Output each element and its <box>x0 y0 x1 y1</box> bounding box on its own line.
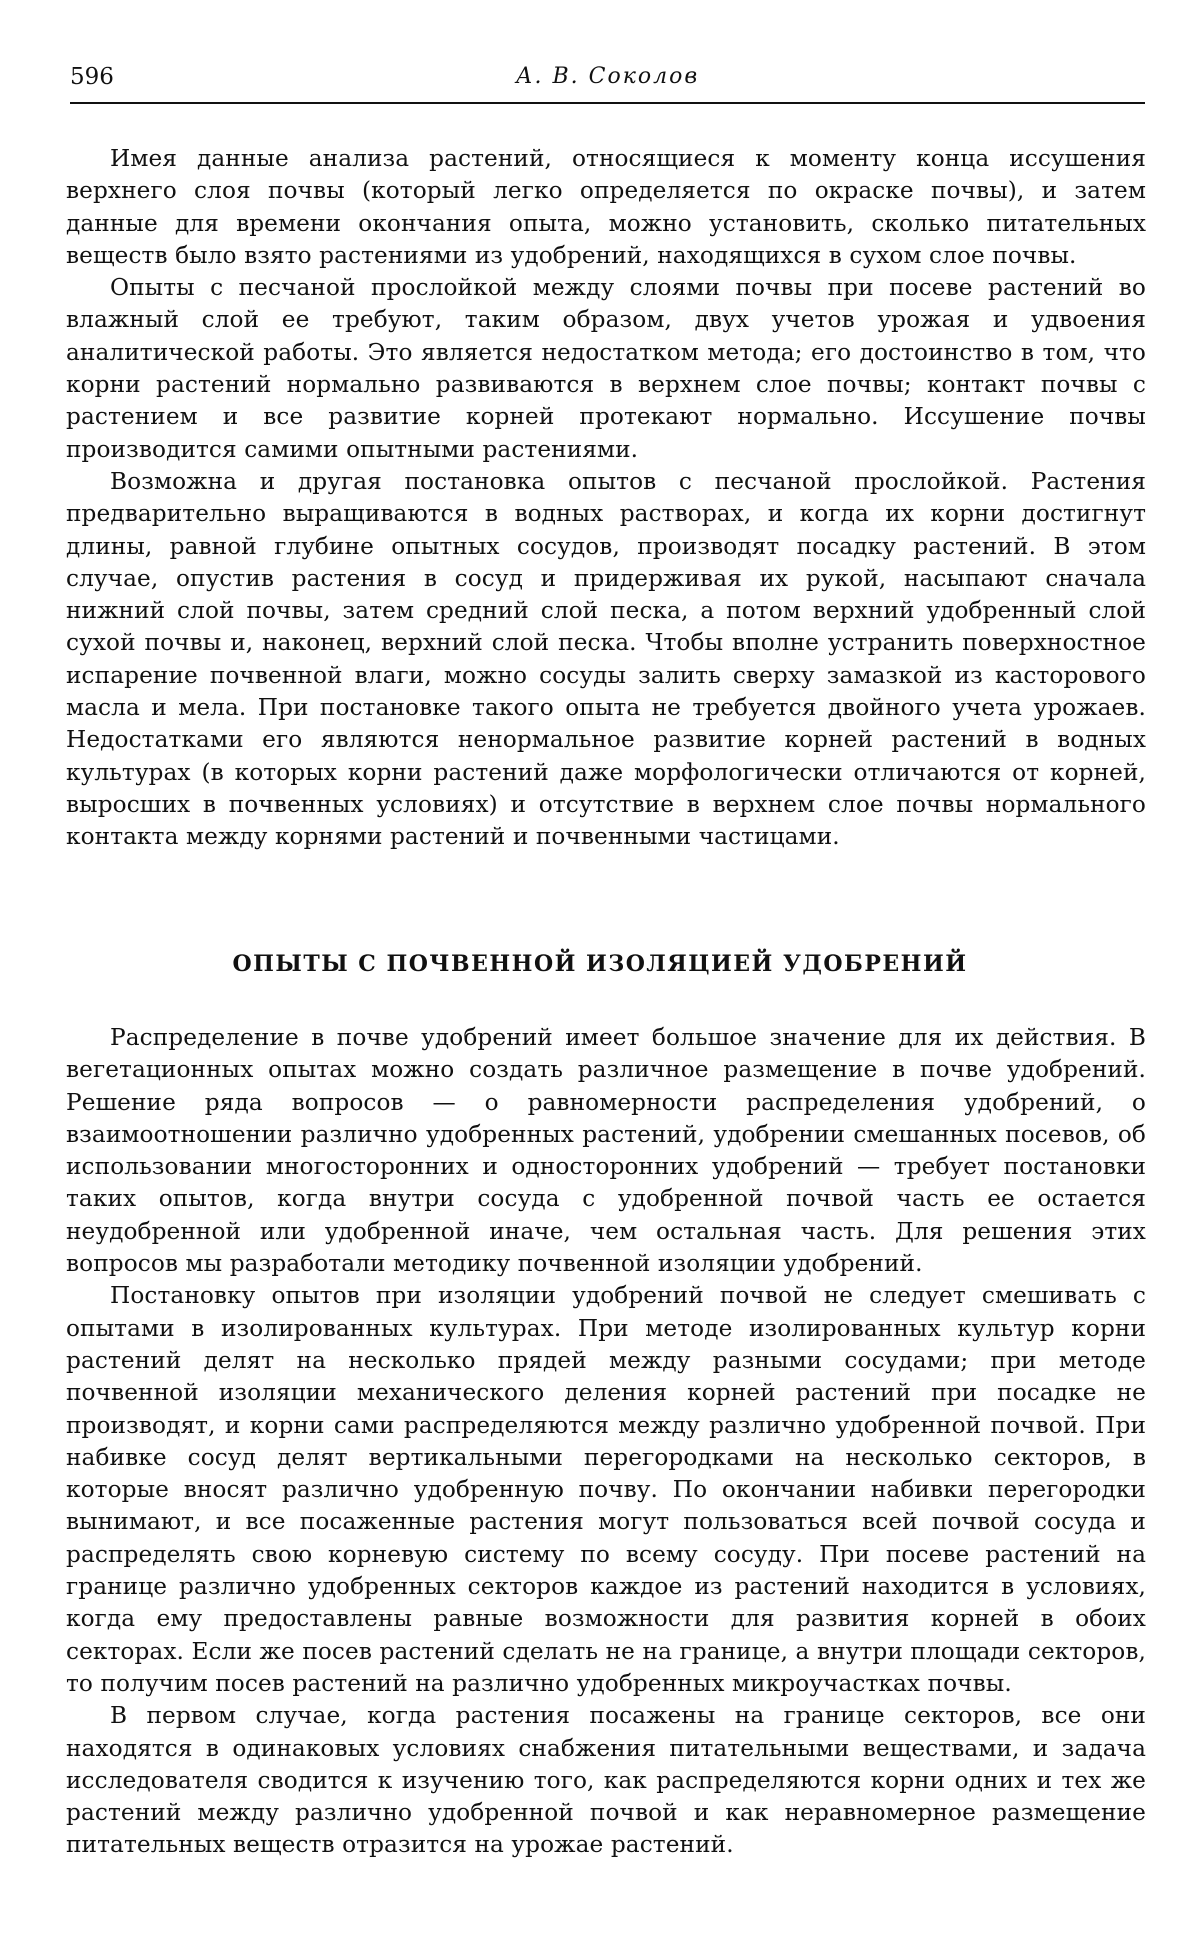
paragraph: Распределение в почве удобрений имеет большое значение для их действия. В вегетационных опытах можно создать различное размещение в почве удобрений. Решение ряда вопросов — о равномерности распределения удобрений, о взаимоотношении различно удобренных растений, удобрении смешанных посевов, об использовании многосторонних и односторонних удобрений — требует постановки таких опытов, когда внутри сосуда с удобренной почвой часть ее остается неудобренной или удобренной иначе, чем остальная часть. Для решения этих вопросов мы разработали методику почвенной изоляции удобрений. <box>66 1024 1146 1278</box>
paragraph: Возможна и другая постановка опытов с песчаной прослойкой. Растения предварительно выращиваются в водных растворах, и когда их корни достигнут длины, равной глубине опытных сосудов, производят посадку растений. В этом случае, опустив растения в сосуд и придерживая их рукой, насыпают сначала нижний слой почвы, затем средний слой песка, а потом верхний удобренный слой сухой почвы и, наконец, верхний слой песка. Чтобы вполне устранить поверхностное испарение почвенной влаги, можно сосуды залить сверху замазкой из касторового масла и мела. При постановке такого опыта не требуется двойного учета урожаев. Недостатками его являются ненормальное развитие корней растений в водных культурах (в которых корни растений даже морфологически отличаются от корней, выросших в почвенных условиях) и отсутствие в верхнем слое почвы нормального контакта между корнями растений и почвенными частицами. <box>66 467 1146 851</box>
text-block-soil-isolation <box>66 1022 1146 1862</box>
header-rule <box>70 102 1145 104</box>
page-number: 596 <box>70 64 114 90</box>
section-heading: ОПЫТЫ С ПОЧВЕННОЙ ИЗОЛЯЦИЕЙ УДОБРЕНИЙ <box>232 951 968 977</box>
paragraph: В первом случае, когда растения посажены на границе секторов, все они находятся в одинаковых условиях снабжения питательными веществами, и задача исследователя сводится к изучению того, как распределяются корни одних и тех же растений между различно удобренной почвой и как неравномерное размещение питательных веществ отразится на урожае растений. <box>66 1702 1146 1859</box>
running-title: А. В. Соколов <box>515 64 700 89</box>
text-block-sand-layer <box>66 143 1146 854</box>
paragraph: Постановку опытов при изоляции удобрений почвой не следует смешивать с опытами в изолированных культурах. При методе изолированных культур корни растений делят на несколько прядей между разными сосудами; при методе почвенной изоляции механического деления корней растений при посадке не производят, и корни сами распределяются между различно удобренной почвой. При набивке сосуд делят вертикальными перегородками на несколько секторов, в которые вносят различно удобренную почву. По окончании набивки перегородки вынимают, и все посаженные растения могут пользоваться всей почвой сосуда и распределять свою корневую систему по всему сосуду. При посеве растений на границе различно удобренных секторов каждое из растений находится в условиях, когда ему предоставлены равные возможности для развития корней в обоих секторах. Если же посев растений сделать не на границе, а внутри площади секторов, то получим посев растений на различно удобренных микроучастках почвы. <box>66 1282 1146 1697</box>
paragraph: Опыты с песчаной прослойкой между слоями почвы при посеве растений во влажный слой ее требуют, таким образом, двух учетов урожая и удвоения аналитической работы. Это является недостатком метода; его достоинство в том, что корни растений нормально развиваются в верхнем слое почвы; контакт почвы с растением и все развитие корней протекают нормально. Иссушение почвы производится самими опытными растениями. <box>66 274 1146 463</box>
paragraph: Имея данные анализа растений, относящиеся к моменту конца иссушения верхнего слоя почвы (который легко определяется по окраске почвы), и затем данные для времени окончания опыта, можно установить, сколько питательных веществ было взято растениями из удобрений, находящихся в сухом слое почвы. <box>66 145 1146 269</box>
running-header <box>70 60 1145 100</box>
